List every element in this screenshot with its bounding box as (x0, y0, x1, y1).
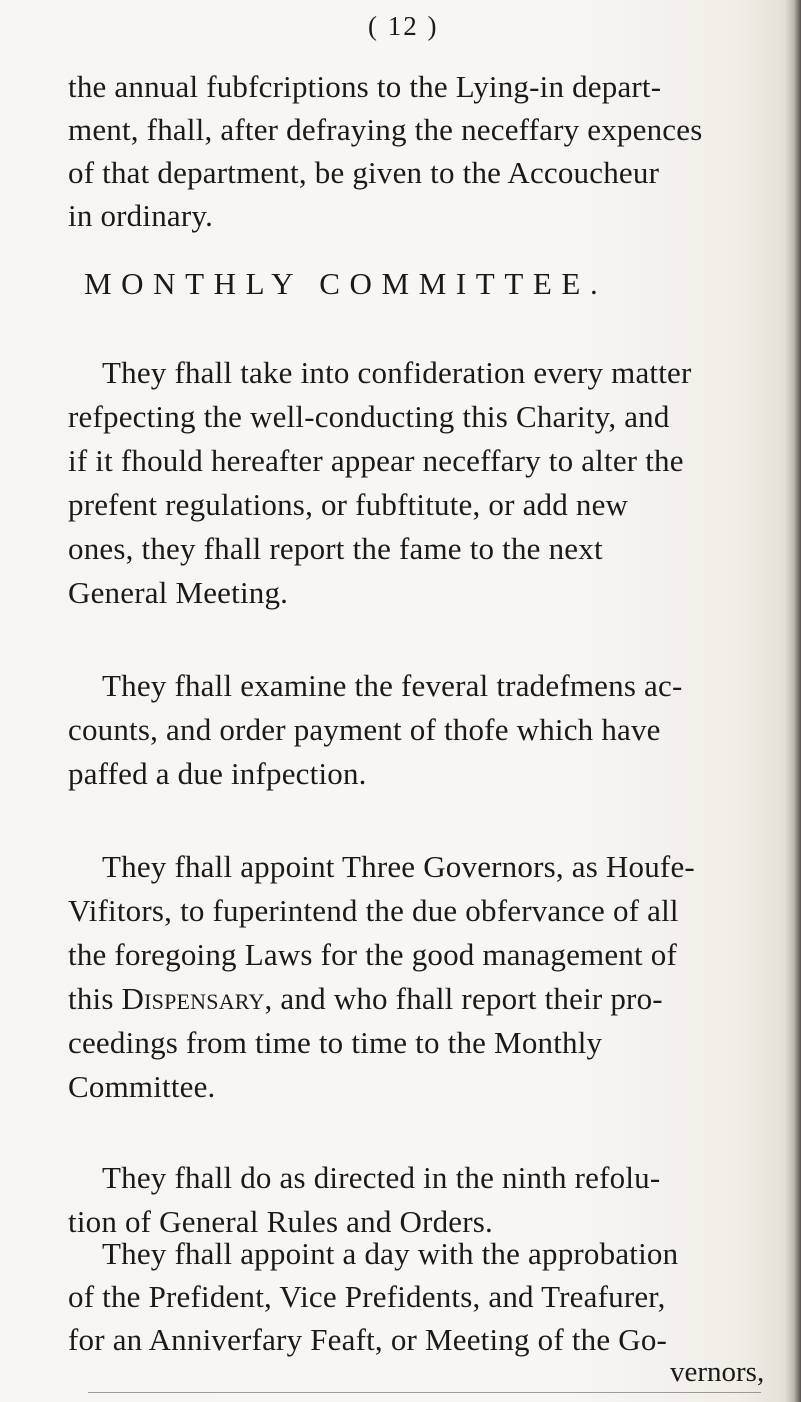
text-line: ceedings from time to time to the Monthly (68, 1025, 603, 1060)
text-line: if it fhould hereafter appear neceffary to alter the (68, 443, 684, 478)
catchword: vernors, (670, 1356, 765, 1388)
page-bottom-rule (88, 1392, 761, 1393)
text-line: They fhall appoint a day with the approbation (102, 1236, 679, 1271)
text-line: ment, fhall, after defraying the neceffary expences (68, 112, 703, 147)
text-line: Vifitors, to fuperintend the due obfervance of all (68, 893, 679, 928)
page-edge-shadow (785, 0, 801, 1402)
text-line: the annual fubfcriptions to the Lying-in depart- (68, 69, 662, 104)
text-line: prefent regulations, or fubftitute, or add new (68, 487, 629, 522)
text-line: of the Prefident, Vice Prefidents, and Treafurer, (68, 1279, 666, 1314)
text-line: Committee. (68, 1069, 216, 1104)
text-line (68, 977, 663, 1021)
text-line: for an Anniverfary Feaft, or Meeting of the Go- (68, 1322, 668, 1357)
text-line: in ordinary. (68, 198, 214, 233)
text-line: paffed a due infpection. (68, 756, 367, 791)
text-line: tion of General Rules and Orders. (68, 1204, 493, 1239)
section-heading: MONTHLY COMMITTEE. (84, 266, 608, 301)
text-line: counts, and order payment of thofe which have (68, 712, 661, 747)
text-line: refpecting the well-conducting this Charity, and (68, 399, 670, 434)
text-line: They fhall take into confideration every matter (102, 355, 692, 390)
text-line: They fhall do as directed in the ninth refolu- (102, 1160, 661, 1195)
text-line: ones, they fhall report the fame to the next (68, 531, 603, 566)
text-line: of that department, be given to the Accoucheur (68, 155, 660, 190)
dispensary-small-caps: Dispensary (121, 981, 265, 1016)
text-line: They fhall appoint Three Governors, as Houfe- (102, 849, 695, 884)
text-line: They fhall examine the feveral tradefmens ac- (102, 668, 683, 703)
page-number: ( 12 ) (368, 11, 439, 41)
text-line: General Meeting. (68, 575, 289, 610)
text-line: the foregoing Laws for the good management of (68, 937, 678, 972)
text-fragment: this (68, 981, 122, 1016)
text-fragment: , and who fhall report their pro- (264, 981, 663, 1016)
